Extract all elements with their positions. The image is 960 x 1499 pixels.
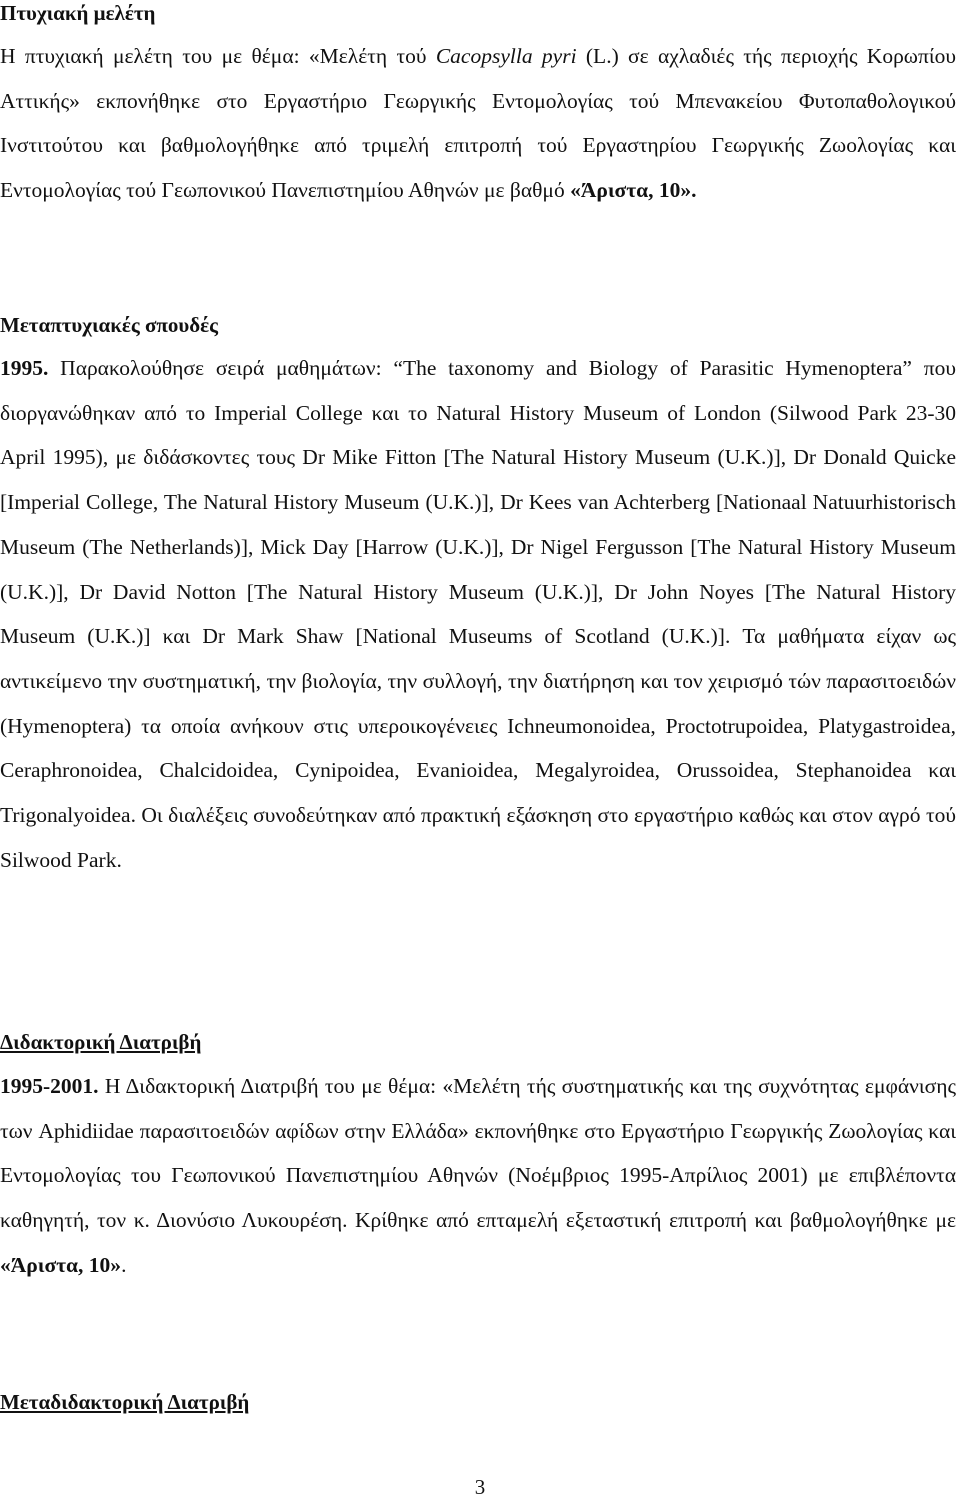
postdoctoral-heading (0, 1390, 249, 1414)
undergrad-grade: «Άριστα, 10». (570, 178, 697, 203)
doctoral-paragraph (0, 1064, 956, 1288)
doctoral-years: 1995-2001. (0, 1074, 99, 1098)
postgrad-year: 1995. (0, 356, 49, 380)
doctoral-grade: «Άριστα, 10» (0, 1252, 122, 1277)
doctoral-end: . (121, 1252, 127, 1277)
page-number: 3 (474, 1475, 486, 1499)
doctoral-text: Η Διδακτορική Διατριβή του με θέμα: «Μελέτη τής συστηματικής και της συχνότητας εμφάνισης των Aphidiidae παρασιτοειδών αφίδων στην Ελλάδα» εκπονήθηκε στο Εργαστήριο Γεωργικής Ζωολογίας και Εντομολογίας του Γεωπονικού Πανεπιστημίου Αθηνών (Νοέμβριος 1995-Απρίλιος 2001) με επιβλέποντα καθηγητή, τον κ. Διονύσιο Λυκουρέση. Κρίθηκε από επταμελή εξεταστική επιτροπή και βαθμολογήθηκε με (0, 1074, 956, 1233)
undergrad-text-2: (L.) σε αχλαδιές τής περιοχής Κορωπίου Αττικής» εκπονήθηκε στο Εργαστήριο Γεωργικής Εντομολογίας τού Μπενακείου Φυτοπαθολογικού Ινστιτούτου και βαθμολογήθηκε από τριμελή επιτροπή τού Εργαστηρίου Γεωργικής Ζωολογίας και Εντομολογίας τού Γεωπονικού Πανεπιστημίου Αθηνών με βαθμό (0, 44, 956, 203)
undergrad-heading: Πτυχιακή μελέτη (0, 1, 156, 25)
postgrad-paragraph (0, 346, 956, 882)
postdoctoral-heading-text: Μεταδιδακτορική Διατριβή (0, 1390, 250, 1414)
undergrad-paragraph (0, 34, 956, 213)
doctoral-heading (0, 1030, 201, 1054)
postgrad-heading: Μεταπτυχιακές σπουδές (0, 313, 219, 337)
doctoral-heading-text: Διδακτορική Διατριβή (0, 1030, 202, 1054)
undergrad-text-1: Η πτυχιακή μελέτη του με θέμα: «Μελέτη τού (0, 44, 436, 68)
postgrad-text: Παρακολούθησε σειρά μαθημάτων: “The taxonomy and Biology of Parasitic Hymenoptera” που διοργανώθηκαν από το Imperial College και το Natural History Museum of London (Silwood Park 23-30 April 1995), με διδάσκοντες τους Dr Mike Fitton [The Natural History Museum (U.K.)], Dr Donald Quicke [Imperial College, The Natural History Museum (U.K.)], Dr Kees van Achterberg [Nationaal Natuurhistorisch Museum (The Netherlands)], Mick Day [Harrow (U.K.)], Dr Nigel Fergusson [The Natural History Museum (U.K.)], Dr David Notton [The Natural History Museum (U.K.)], Dr John Noyes [The Natural History Museum (U.K.)] και Dr Mark Shaw [National Museums of Scotland (U.K.)]. Τα μαθήματα είχαν ως αντικείμενο την συστηματική, την βιολογία, την συλλογή, την διατήρηση και τον χειρισμό τών παρασιτοειδών (Hymenoptera) τα οποία ανήκουν στις υπεροικογένειες Ichneumonoidea, Proctotrupoidea, Platygastroidea, Ceraphronoidea, Chalcidoidea, Cynipoidea, Evanioidea, Megalyroidea, Orussoidea, Stephanoidea και Trigonalyoidea. Οι διαλέξεις συνοδεύτηκαν από πρακτική εξάσκηση στο εργαστήριο καθώς και στον αγρό τού Silwood Park. (0, 356, 956, 872)
species-name: Cacopsylla pyri (435, 44, 577, 68)
